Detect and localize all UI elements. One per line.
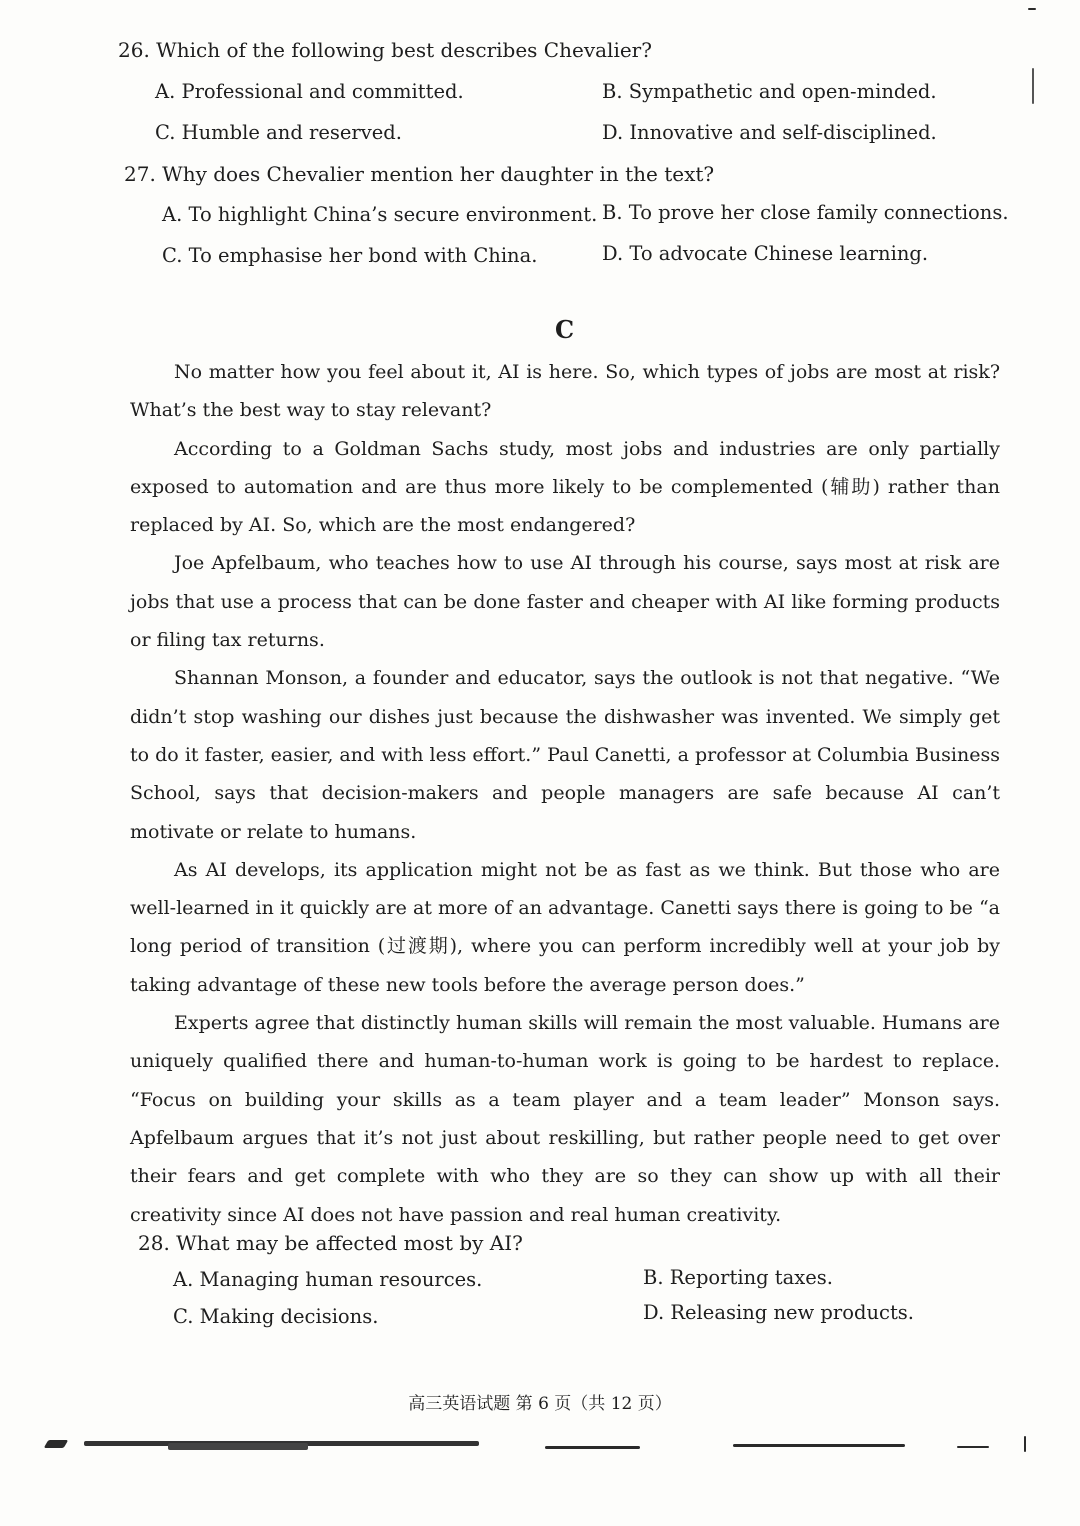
question-27-option-b: B. To prove her close family connections. — [602, 201, 1009, 224]
scan-artifact-stroke — [44, 1440, 69, 1448]
scan-artifact-stroke — [957, 1446, 989, 1448]
question-28-option-d: D. Releasing new products. — [643, 1301, 914, 1324]
question-28-option-b: B. Reporting taxes. — [643, 1266, 834, 1289]
passage-paragraph-1: No matter how you feel about it, AI is here. So, which types of jobs are most at risk? What’s the best way to stay relevant? — [130, 361, 1000, 422]
scan-artifact-stroke — [168, 1443, 308, 1450]
passage — [130, 353, 1000, 1234]
question-27-option-d: D. To advocate Chinese learning. — [602, 242, 929, 265]
question-26-option-b: B. Sympathetic and open-minded. — [602, 80, 937, 103]
scan-artifact-stroke — [1024, 1436, 1026, 1452]
passage-paragraph-2: According to a Goldman Sachs study, most jobs and industries are only partially exposed to automation and are thus more likely to be complemented (辅助) rather than replaced by AI. So, which are the most endangered? — [130, 437, 1000, 537]
passage-paragraph-4: Shannan Monson, a founder and educator, says the outlook is not that negative. “We didn’t stop washing our dishes just because the dishwasher was invented. We simply get to do it faster, easier, and with less effort.” Paul Canetti, a professor at Columbia Business School, says that decision-makers and people managers are safe because AI can’t motivate or relate to humans. — [130, 667, 1000, 843]
question-27-option-a: A. To highlight China’s secure environment. — [162, 203, 598, 226]
page-footer: 高三英语试题 第 6 页（共 12 页） — [408, 1394, 672, 1414]
question-28-stem: 28. What may be affected most by AI? — [138, 1231, 523, 1255]
passage-paragraph-5: As AI develops, its application might not be as fast as we think. But those who are well-learned in it quickly are at more of an advantage. Canetti says there is going to be “a long period of transition (过渡期), where you can perform incredibly well at your job by taking advantage of these new tools before the average person does.” — [130, 858, 1000, 996]
scan-artifact-stroke — [545, 1446, 640, 1449]
scan-artifact-stroke — [733, 1444, 905, 1447]
passage-paragraph-6: Experts agree that distinctly human skills will remain the most valuable. Humans are uniquely qualified there and human-to-human work is going to be hardest to replace. “Focus on building your skills as a team player and a team leader” Monson says. Apfelbaum argues that it’s not just about reskilling, but rather people need to get over their fears and get complete with who they are so they can show up with all their creativity since AI does not have passion and real human creativity. — [130, 1012, 1000, 1226]
question-26-stem: 26. Which of the following best describes Chevalier? — [118, 38, 652, 62]
question-28-option-c: C. Making decisions. — [173, 1305, 379, 1328]
question-26-option-c: C. Humble and reserved. — [155, 121, 402, 144]
scan-artifact-stroke — [1028, 8, 1036, 10]
question-28-option-a: A. Managing human resources. — [173, 1268, 483, 1291]
question-26-option-d: D. Innovative and self-disciplined. — [602, 121, 937, 144]
question-26-option-a: A. Professional and committed. — [155, 80, 464, 103]
question-27-stem: 27. Why does Chevalier mention her daughter in the text? — [124, 162, 715, 186]
section-heading: C — [555, 315, 575, 344]
scan-artifact-stroke — [1032, 68, 1034, 104]
passage-paragraph-3: Joe Apfelbaum, who teaches how to use AI through his course, says most at risk are jobs that use a process that can be done faster and cheaper with AI like forming products or filing tax returns. — [130, 552, 1000, 652]
question-27-option-c: C. To emphasise her bond with China. — [162, 244, 538, 267]
